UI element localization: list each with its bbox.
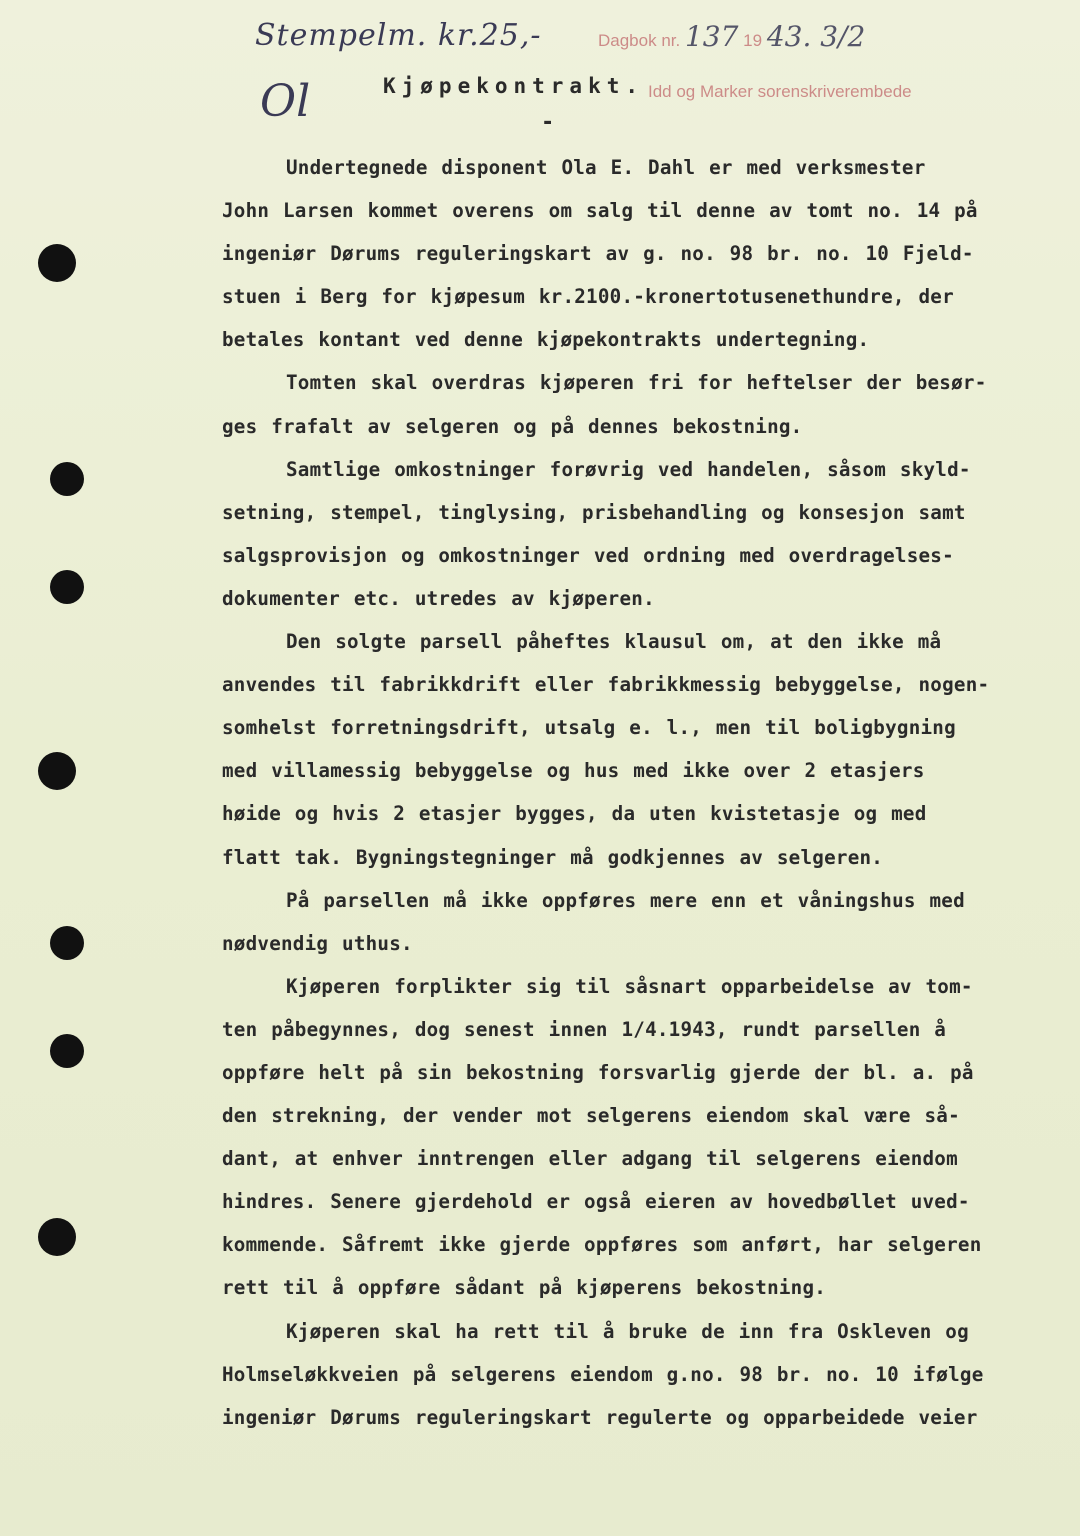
binder-hole	[38, 1218, 76, 1256]
text-line: dokumenter etc. utredes av kjøperen.	[222, 586, 655, 610]
document-title: Kjøpekontrakt.	[383, 74, 645, 98]
text-line: Samtlige omkostninger forøvrig ved handelen, såsom skyld-	[286, 457, 971, 481]
text-line: setning, stempel, tinglysing, prisbehandling og konsesjon samt	[222, 500, 966, 524]
stamp-office: Idd og Marker sorenskriverembede	[648, 82, 912, 101]
binder-hole	[50, 926, 84, 960]
registry-stamp	[598, 20, 865, 53]
text-line: den strekning, der vender mot selgerens eiendom skal være så-	[222, 1104, 960, 1128]
text-line: anvendes til fabrikkdrift eller fabrikkmessig bebyggelse, nogen-	[222, 673, 990, 697]
title-dash: -	[541, 110, 555, 135]
text-line: ingeniør Dørums reguleringskart regulerte og opparbeidede veier	[222, 1405, 978, 1429]
text-line: nødvendig uthus.	[222, 931, 413, 955]
text-line: ingeniør Dørums reguleringskart av g. no. 98 br. no. 10 Fjeld-	[222, 242, 974, 266]
text-line: John Larsen kommet overens om salg til denne av tomt no. 14 på	[222, 199, 978, 223]
binder-hole	[38, 752, 76, 790]
text-line: dant, at enhver inntrengen eller adgang til selgerens eiendom	[222, 1147, 958, 1171]
stamp-dagbok-label: Dagbok nr.	[598, 31, 681, 50]
handwritten-stamp-note: Stempelm. kr.25,-	[255, 18, 542, 53]
text-line: rett til å oppføre sådant på kjøperens bekostning.	[222, 1276, 827, 1300]
text-line: stuen i Berg for kjøpesum kr.2100.-kronertotusenethundre, der	[222, 285, 954, 309]
text-line: Den solgte parsell påheftes klausul om, at den ikke må	[286, 630, 942, 654]
text-line: salgsprovisjon og omkostninger ved ordning med overdragelses-	[222, 543, 954, 567]
text-line: På parsellen må ikke oppføres mere enn et våningshus med	[286, 888, 965, 912]
text-line: Tomten skal overdras kjøperen fri for heftelser der besør-	[286, 371, 987, 395]
text-line: flatt tak. Bygningstegninger må godkjennes av selgeren.	[222, 845, 884, 869]
stamp-year-prefix: 19	[743, 31, 763, 50]
text-line: betales kontant ved denne kjøpekontrakts undertegning.	[222, 328, 870, 352]
binder-hole	[38, 244, 76, 282]
contract-body	[222, 146, 1062, 1439]
text-line: Undertegnede disponent Ola E. Dahl er med verksmester	[286, 156, 926, 179]
text-line: Holmseløkkveien på selgerens eiendom g.no. 98 br. no. 10 ifølge	[222, 1362, 984, 1386]
dagbok-number: 137	[684, 20, 739, 53]
binder-hole	[50, 570, 84, 604]
text-line: Kjøperen skal ha rett til å bruke de inn fra Oskleven og	[286, 1319, 969, 1343]
text-line: kommende. Såfremt ikke gjerde oppføres som anført, har selgeren	[222, 1233, 982, 1257]
handwritten-initials: Ol	[260, 76, 311, 127]
text-line: Kjøperen forplikter sig til såsnart opparbeidelse av tom-	[286, 974, 973, 998]
text-line: ges frafalt av selgeren og på dennes bekostning.	[222, 414, 803, 438]
text-line: hindres. Senere gjerdehold er også eieren av hovedbøllet uved-	[222, 1190, 970, 1214]
text-line: somhelst forretningsdrift, utsalg e. l., men til boligbygning	[222, 716, 956, 740]
binder-hole	[50, 462, 84, 496]
text-line: med villamessig bebyggelse og hus med ikke over 2 etasjers	[222, 759, 925, 783]
binder-hole	[50, 1034, 84, 1068]
text-line: oppføre helt på sin bekostning forsvarlig gjerde der bl. a. på	[222, 1060, 974, 1084]
registry-date: 43. 3/2	[766, 20, 866, 53]
text-line: høide og hvis 2 etasjer bygges, da uten kvistetasje og med	[222, 802, 927, 826]
text-line: ten påbegynnes, dog senest innen 1/4.1943, rundt parsellen å	[222, 1017, 947, 1041]
